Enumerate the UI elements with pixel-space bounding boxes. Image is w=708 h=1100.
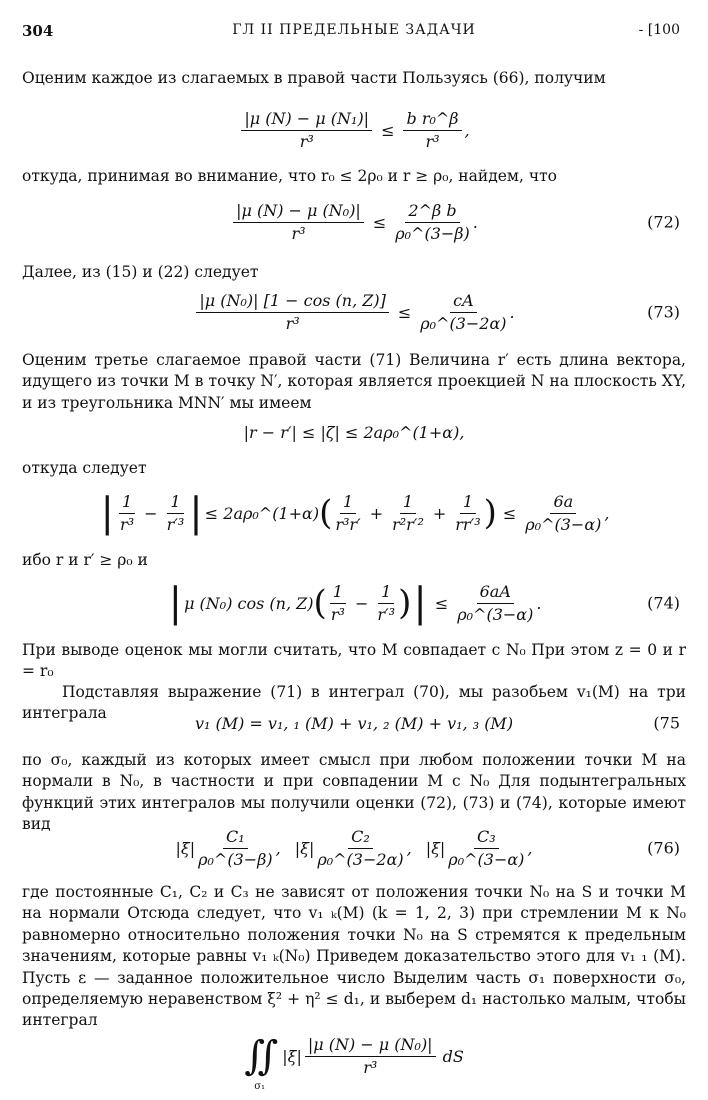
paragraph: При выводе оценок мы могли считать, что M совпадает с N₀ При этом z = 0 и r = r₀ [22,641,686,681]
equation-number: (72) [647,212,680,232]
paragraph: откуда следует [22,459,147,477]
equation-73: $\frac{\text{|μ (N₀)| [1 − cos (n, Z)]}}{\text{r³}}$ ≤ $\frac{cA}{\text{ρ₀\textasciicircum{}(3−2α)}}$ . (73) [22,286,686,338]
equation-75: v₁ (M) = v₁, ₁ (M) + v₁, ₂ (M) + v₁, ₃ (M) (75 [194,713,680,733]
equation-number: (75 [653,713,680,733]
paragraph: где постоянные C₁, C₂ и C₃ не зависят от положения точки N₀ на S и точки M на нормали Отсюда следует, что v₁ ₖ(M) (k = 1, 2, 3) при стремлении M к N₀ равномерно относительно положения точки N₀ на S стремятся к предельным значениям, которые равны v₁ ₖ(N₀) Приведем доказательство этого для v₁ ₁ (M). Пусть ε — заданное положительное число Выделим часть σ₁ поверхности σ₀, определяемую неравенством ξ² + η² ≤ d₁, и выберем d₁ настолько малым, чтобы интеграл [22,883,686,1030]
paragraph: откуда, принимая во внимание, что r₀ ≤ 2ρ₀ и r ≥ ρ₀, найдем, что [22,167,557,185]
running-header [22,22,686,44]
equation-number: (73) [647,302,680,322]
paragraph: Оценим каждое из слагаемых в правой части Пользуясь (66), получим [22,69,606,87]
fraction: $\frac{\text{b r₀\textasciicircum{}β}}{\text{r³}}$ [403,109,461,151]
page-number: 304 [22,22,54,40]
fraction: $\frac{\text{|μ (N) − μ (N₁)|}}{\text{r³}}$ [241,109,372,151]
equation-mu-estimate: $\frac{\text{|μ (N) − μ (N₁)|}}{\text{r³}}$ ≤ $\frac{\text{b r₀\textasciicircum{}β}}{\text{r³}}$ , [22,104,686,156]
equation-76: |ξ| $\frac{\text{C₁}}{\text{ρ₀\textasciicircum{}(3−β)}}$ , |ξ| $\frac{\text{C₂}}{\text{ρ₀\textasciicircum{}(3−2α)}}$ , |ξ| $\frac{\text{C₃}}{\text{ρ₀\textasciicircum{}(3−α)}}$ , (76) [175,827,680,869]
paragraph: Оценим третье слагаемое правой части (71) Величина r′ есть длина вектора, идущего из точки M в точку N′, которая является проекцией N на плоскость XY, и из треугольника MNN′ мы имеем [22,351,686,412]
double-integral-sign: ∬ σ₁ [244,1033,279,1092]
equation-r-difference: |r − r′| ≤ |ζ| ≤ 2aρ₀^(1+α), [243,422,465,442]
equation-integral: ∬ σ₁ |ξ| $\frac{\text{|μ (N) − μ (N₀)|}}{\text{r³}}$ dS [244,1033,464,1092]
chapter-title: ГЛ II ПРЕДЕЛЬНЫЕ ЗАДАЧИ [232,22,476,38]
paragraph: по σ₀, каждый из которых имеет смысл при любом положении точки M на нормали в N₀, в частности и при совпадении M с N₀ Для подынтегральных функций этих интегралов мы получили оценки (72), (73) и (74), которые имеют вид [22,751,686,834]
section-number: - [100 [638,22,680,38]
paragraph: ибо r и r′ ≥ ρ₀ и [22,551,148,569]
equation-reciprocal-estimate: | $\frac{1}{\text{r³}}$ − $\frac{1}{\text{r′³}}$ | ≤ 2aρ₀^(1+α) ( $\frac{1}{\text{r³r′}}$ + $\frac{1}{\text{r²r′²}}$ + $\frac{1}{\text{rr′³}}$ ) ≤ $\frac{6a}{\text{ρ₀\textasciicircum{}(3−α)}}$ , [100,490,610,536]
equation-number: (74) [647,593,680,613]
equation-74: | μ (N₀) cos (n, Z) ( $\frac{1}{\text{r³}}$ − $\frac{1}{\text{r′³}}$ ) | ≤ $\frac{6aA}{\text{ρ₀\textasciicircum{}(3−α)}}$ . (74) [168,580,680,626]
equation-72: $\frac{\text{|μ (N) − μ (N₀)|}}{\text{r³}}$ ≤ $\frac{\text{2\textasciicircum{}β b}}{\text{ρ₀\textasciicircum{}(3−β)}}$ . (72) [22,196,686,248]
paragraph: Подставляя выражение (71) в интеграл (70), мы разобьем v₁(M) на три интеграла [22,683,686,723]
equation-number: (76) [647,838,680,858]
paragraph: Далее, из (15) и (22) следует [22,263,259,281]
